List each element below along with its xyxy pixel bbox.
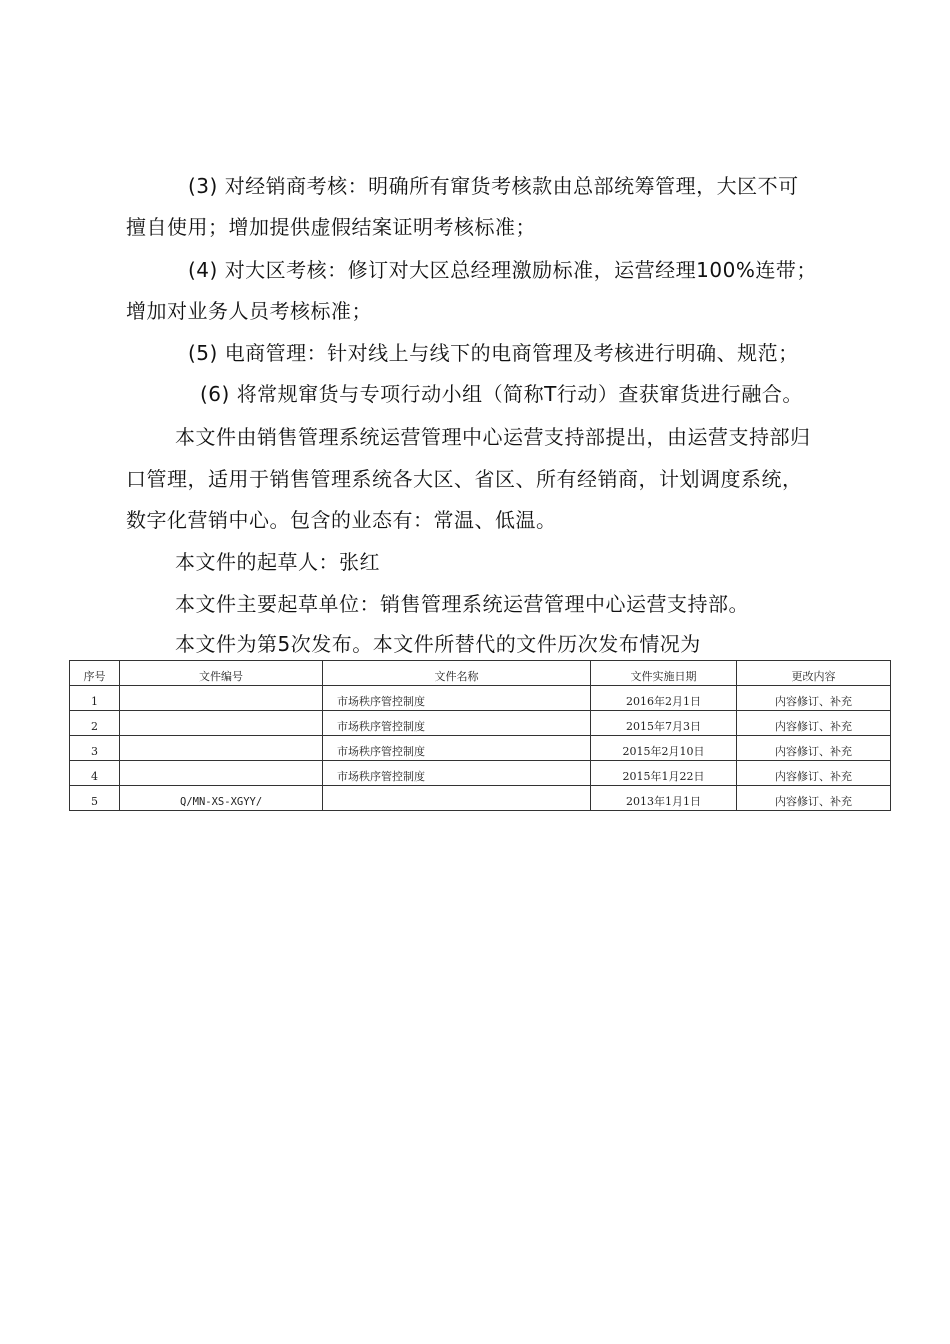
cell-seq: 1 (70, 686, 120, 711)
cell-doc-name: 市场秩序管控制度 (323, 711, 591, 736)
header-doc-name: 文件名称 (323, 661, 591, 686)
cell-doc-code (120, 736, 323, 761)
cell-changes: 内容修订、补充 (737, 761, 891, 786)
drafting-unit-line: 本文件主要起草单位：销售管理系统运营管理中心运营支持部。 (175, 592, 749, 616)
clause-5-line: (5) 电商管理：针对线上与线下的电商管理及考核进行明确、规范； (188, 341, 799, 365)
clause-4-line-2: 增加对业务人员考核标准； (126, 299, 372, 323)
scope-paragraph-line-3: 数字化营销中心。包含的业态有：常温、低温。 (126, 508, 557, 532)
cell-doc-code (120, 686, 323, 711)
scope-paragraph-line-2: 口管理，适用于销售管理系统各大区、省区、所有经销商，计划调度系统， (126, 467, 803, 491)
cell-effective-date: 2013年1月1日 (591, 786, 737, 811)
header-changes: 更改内容 (737, 661, 891, 686)
cell-doc-code (120, 761, 323, 786)
clause-3-line-2: 擅自使用；增加提供虚假结案证明考核标准； (126, 215, 536, 239)
cell-seq: 5 (70, 786, 120, 811)
cell-effective-date: 2015年7月3日 (591, 711, 737, 736)
cell-effective-date: 2015年2月10日 (591, 736, 737, 761)
cell-effective-date: 2015年1月22日 (591, 761, 737, 786)
table-row (70, 786, 891, 811)
release-history-intro: 本文件为第5次发布。本文件所替代的文件历次发布情况为 (175, 632, 701, 656)
scope-paragraph-line-1: 本文件由销售管理系统运营管理中心运营支持部提出，由运营支持部归 (175, 425, 811, 449)
cell-changes: 内容修订、补充 (737, 711, 891, 736)
header-seq: 序号 (70, 661, 120, 686)
release-history-table (69, 660, 891, 811)
cell-doc-name: 市场秩序管控制度 (323, 761, 591, 786)
table-header-row (70, 661, 891, 686)
cell-seq: 2 (70, 711, 120, 736)
header-doc-code: 文件编号 (120, 661, 323, 686)
table-row (70, 686, 891, 711)
clause-6-line: (6) 将常规窜货与专项行动小组（简称T行动）查获窜货进行融合。 (200, 382, 803, 406)
cell-changes: 内容修订、补充 (737, 736, 891, 761)
clause-4-line-1: (4) 对大区考核：修订对大区总经理激励标准，运营经理100%连带； (188, 258, 817, 282)
cell-seq: 4 (70, 761, 120, 786)
cell-doc-name: 市场秩序管控制度 (323, 686, 591, 711)
cell-doc-code: Q/MN-XS-XGYY/ (120, 786, 323, 811)
cell-effective-date: 2016年2月1日 (591, 686, 737, 711)
table-row (70, 736, 891, 761)
cell-changes: 内容修订、补充 (737, 786, 891, 811)
table-row (70, 761, 891, 786)
clause-3-line-1: (3) 对经销商考核：明确所有窜货考核款由总部统筹管理，大区不可 (188, 174, 799, 198)
header-effective-date: 文件实施日期 (591, 661, 737, 686)
cell-doc-name: 市场秩序管控制度 (323, 736, 591, 761)
cell-doc-code (120, 711, 323, 736)
cell-changes: 内容修订、补充 (737, 686, 891, 711)
cell-seq: 3 (70, 736, 120, 761)
cell-doc-name (323, 786, 591, 811)
drafter-line: 本文件的起草人：张红 (175, 550, 380, 574)
table-row (70, 711, 891, 736)
